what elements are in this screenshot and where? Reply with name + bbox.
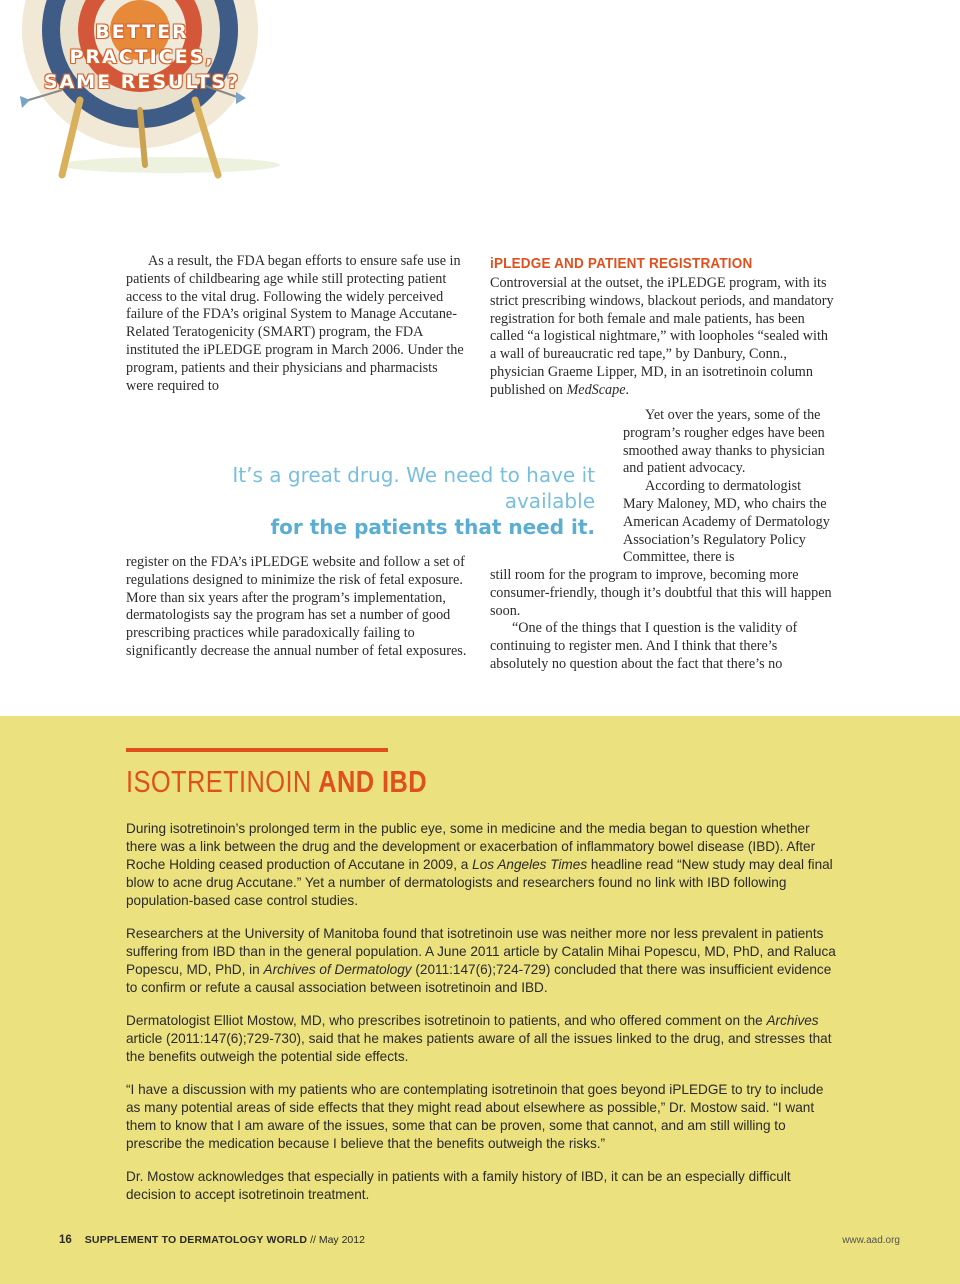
right-narrow-block xyxy=(623,407,833,567)
left-column-bottom xyxy=(126,554,471,661)
sidebar-rule xyxy=(126,748,388,752)
archives-dermatology-citation: Archives of Dermatology xyxy=(263,962,412,978)
sidebar-p1-a: During isotretinoin’s prolonged term in the public eye, some in medicine and the media began to question whether there was a link between the drug and the development or exacerbation of inflammatory bowel disease (IBD). After Roche Holding ceased production of Accutane in 2009, a xyxy=(126,821,816,873)
header-illustration xyxy=(0,0,300,185)
sidebar-p3-b: article (2011:147(6);729-730), said that he makes patients aware of all the issues linked to the drug, and stresses that the benefits outweigh the potential side effects. xyxy=(126,1030,832,1065)
footer-separator: // xyxy=(307,1234,319,1246)
sidebar-p2-a: Researchers at the University of Manitoba found that isotretinoin use was neither more nor less prevalent in patients suffering from IBD than in the general population. A June 2011 article by Catalin Mihai Popescu, MD, PhD, and Raluca Popescu, MD, PhD, in xyxy=(126,925,836,978)
right-paragraph-2: Yet over the years, some of the program’s rougher edges have been smoothed away thanks to physician and patient advocacy. xyxy=(623,407,825,477)
pull-quote-line-1: It’s a great drug. We need to have it available xyxy=(232,463,595,513)
right-paragraph-4: “One of the things that I question is the validity of continuing to register men. And I think that there’s absolutely no question about the fact that there’s no xyxy=(490,620,798,672)
footer-left xyxy=(59,1234,365,1246)
pull-quote-line-2: for the patients that need it. xyxy=(270,515,595,539)
archives-citation: Archives xyxy=(766,1012,819,1028)
right-paragraph-3: According to dermatologist Mary Maloney, MD, who chairs the American Academy of Dermatology Association’s Regulatory Policy Committee, there is xyxy=(623,478,830,566)
sidebar-title-light: ISOTRETINOIN xyxy=(126,764,312,799)
section-title-line-1: BETTER PRACTICES, xyxy=(69,21,215,68)
pull-quote xyxy=(140,462,595,540)
right-paragraph-1-text: Controversial at the outset, the iPLEDGE program, with its strict prescribing windows, blackout periods, and mandatory registration for both female and male patients, has been called “a logistical nightmare,” with loopholes “sealed with a wall of bureaucratic red tape,” by Danbury, Conn., physician Graeme Lipper, MD, in an isotretinoin column published on xyxy=(490,275,834,398)
sidebar-paragraph-2 xyxy=(126,925,836,997)
section-title xyxy=(22,20,262,95)
left-paragraph-1: As a result, the FDA began efforts to ensure safe use in patients of childbearing age while still protecting patient access to the vital drug. Following the widely perceived failure of the FDA’s original System to Manage Accutane-Related Teratogenicity (SMART) program, the FDA instituted the iPLEDGE program in March 2006. Under the program, patients and their physicians and pharmacists were required to xyxy=(126,253,464,394)
sidebar-paragraph-1 xyxy=(126,820,836,910)
right-column xyxy=(490,254,835,672)
medscape-citation: MedScape xyxy=(566,381,626,398)
page-number: 16 xyxy=(59,1234,72,1246)
sidebar-paragraph-3 xyxy=(126,1012,836,1066)
sidebar-isotretinoin-ibd xyxy=(0,716,960,1284)
la-times-citation: Los Angeles Times xyxy=(472,857,588,873)
sidebar-title-bold: AND IBD xyxy=(318,764,428,799)
right-paragraph-1-end: . xyxy=(625,381,630,398)
sidebar-p3-a: Dermatologist Elliot Mostow, MD, who prescribes isotretinoin to patients, and who offered comment on the xyxy=(126,1012,763,1028)
sidebar-paragraph-5: Dr. Mostow acknowledges that especially in patients with a family history of IBD, it can be an especially difficult decision to accept isotretinoin treatment. xyxy=(126,1168,791,1202)
publication-name: SUPPLEMENT TO DERMATOLOGY WORLD xyxy=(84,1234,308,1246)
footer-url[interactable]: www.aad.org xyxy=(842,1235,900,1246)
left-column-top xyxy=(126,253,466,395)
right-paragraph-3-cont: still room for the program to improve, becoming more consumer-friendly, though it’s doubtful that this will happen soon. xyxy=(490,567,832,619)
section-heading-ipledge: iPLEDGE AND PATIENT REGISTRATION xyxy=(490,255,753,272)
sidebar-paragraph-4: “I have a discussion with my patients who are contemplating isotretinoin that goes beyond iPLEDGE to try to include as many potential areas of side effects that they might read about elsewhere as possible,” Dr. Mostow said. “I want them to know that I am aware of the issues, some that can be proven, some that cannot, and am still willing to prescribe the medication because I believe that the benefits outweigh the risks.” xyxy=(126,1081,824,1151)
sidebar-body xyxy=(126,820,836,1218)
sidebar-p1-b: headline read “New study may deal final blow to acne drug Accutane.” Yet a number of dermatologists and researchers found no link with IBD following population-based case control studies. xyxy=(126,857,833,909)
left-paragraph-2: register on the FDA’s iPLEDGE website and follow a set of regulations designed to minimize the risk of fetal exposure. More than six years after the program’s implementation, dermatologists say the program has set a number of good prescribing practices while paradoxically failing to significantly decrease the annual number of fetal exposures. xyxy=(126,554,467,659)
right-paragraph-1 xyxy=(490,275,835,400)
right-wide-block xyxy=(490,567,835,674)
section-title-line-2: SAME RESULTS? xyxy=(43,71,241,93)
issue-date: May 2012 xyxy=(318,1234,365,1246)
sidebar-p2-b: (2011:147(6);724-729) concluded that there was insufficient evidence to confirm or refute a causal association between isotretinoin and IBD. xyxy=(126,962,832,996)
sidebar-title xyxy=(126,762,427,802)
